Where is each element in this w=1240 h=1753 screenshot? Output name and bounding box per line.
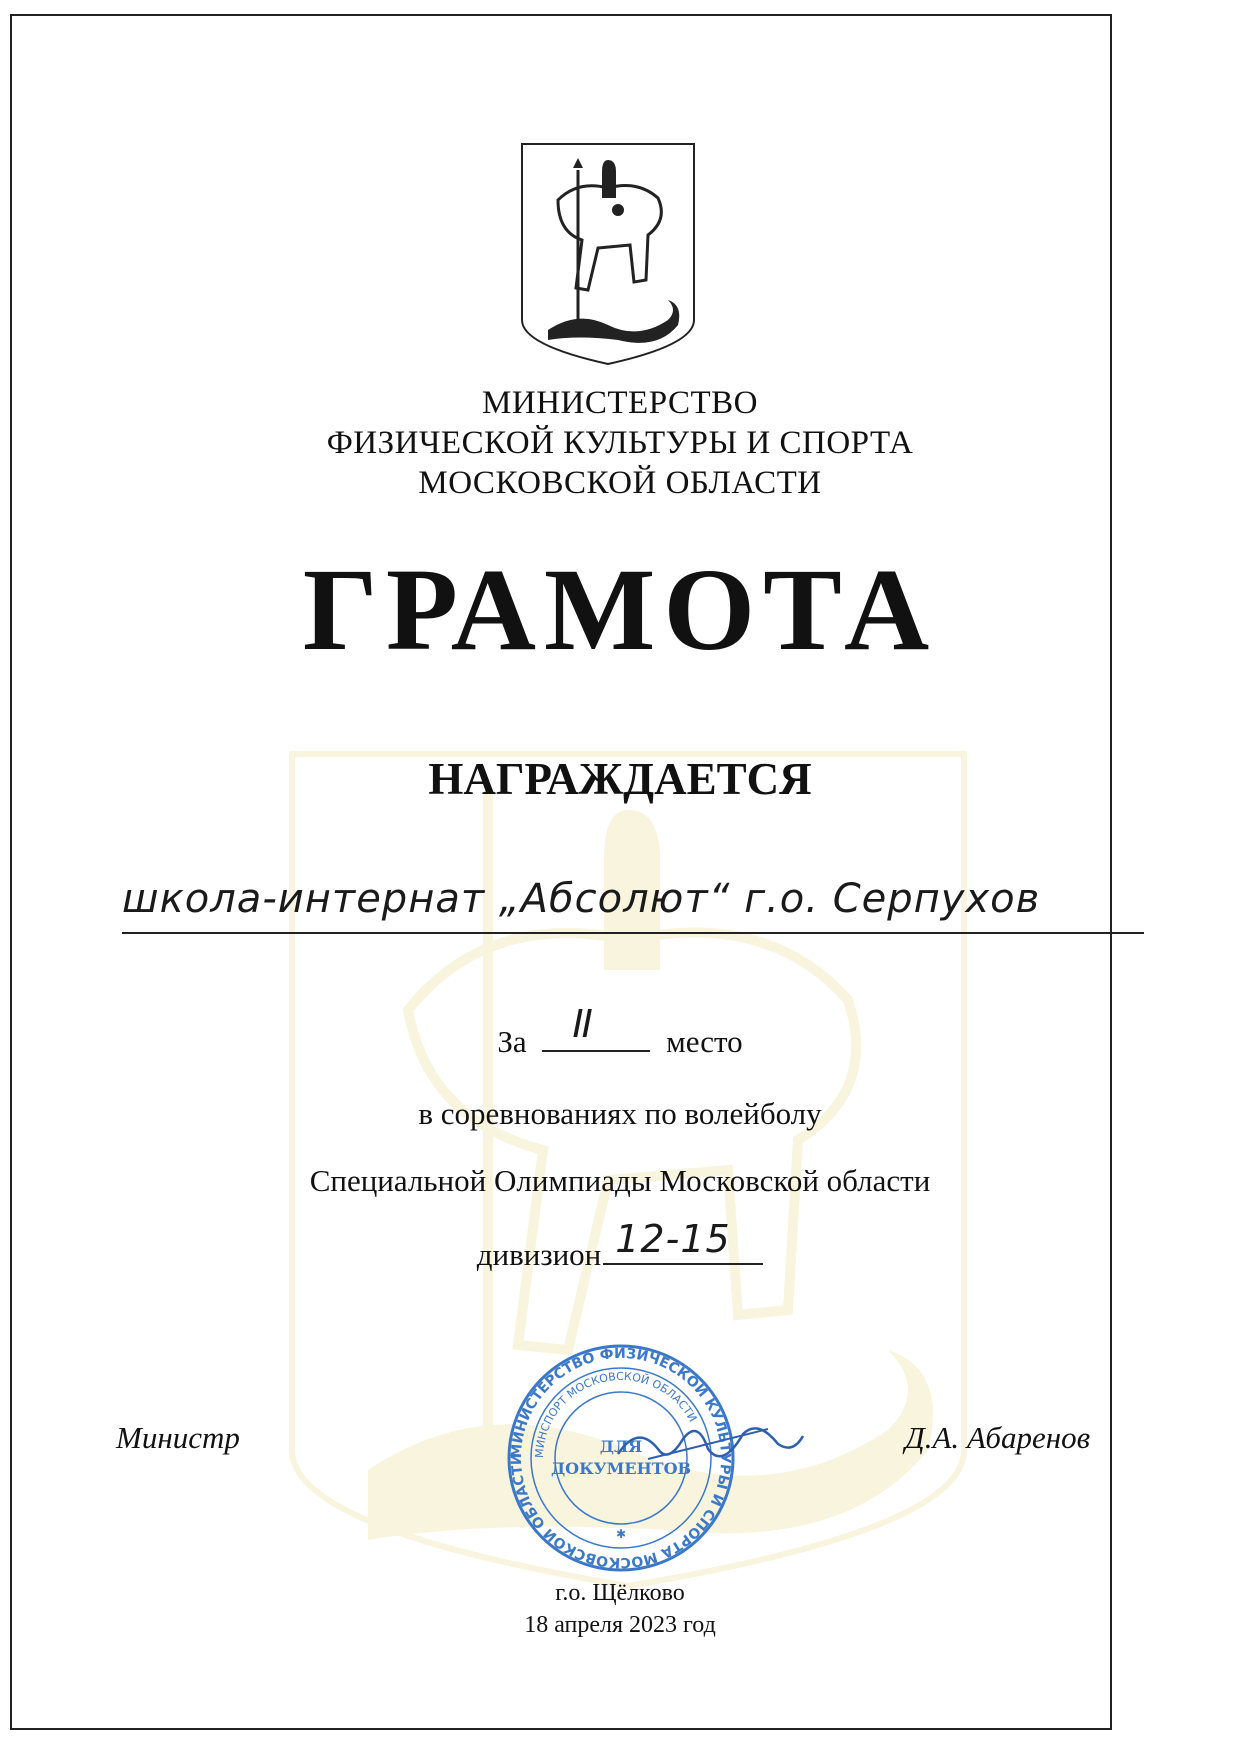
division-blank	[603, 1217, 763, 1265]
coat-of-arms-emblem	[518, 140, 698, 368]
place-suffix: место	[666, 1024, 743, 1059]
olympiad-text: Специальной Олимпиады Московской области	[309, 1163, 931, 1198]
division-value-handwritten: 12-15	[615, 1217, 731, 1261]
stamp-outer-text: МИНИСТЕРСТВО ФИЗИЧЕСКОЙ КУЛЬТУРЫ И СПОРТА МОСКОВСКОЙ ОБЛАСТИ	[508, 1345, 734, 1571]
recipient-handwritten: школа-интернат „Абсолют“ г.о. Серпухов	[122, 876, 1041, 922]
stamp-center-line-2: ДОКУМЕНТОВ	[550, 1459, 692, 1478]
ministry-name	[0, 383, 1240, 503]
stamp-center-line-1: ДЛЯ	[599, 1437, 643, 1456]
competition-text: в соревнованиях по волейболу	[418, 1096, 822, 1131]
signatory-name: Д.А. Абаренов	[905, 1420, 1091, 1455]
signatory-title: Министр	[116, 1420, 240, 1455]
division-row	[0, 1217, 1240, 1275]
recipient-underline	[122, 932, 1144, 934]
signature-scribble	[608, 1414, 808, 1474]
ministry-line-3: МОСКОВСКОЙ ОБЛАСТИ	[418, 465, 822, 501]
certificate-title: ГРАМОТА	[302, 544, 938, 675]
issue-date: 18 апреля 2023 год	[524, 1612, 716, 1638]
place-row	[0, 1002, 1240, 1062]
place-blank	[542, 1002, 650, 1052]
place-prefix: За	[497, 1024, 527, 1059]
issue-city: г.о. Щёлково	[555, 1580, 685, 1606]
awarded-label: НАГРАЖДАЕТСЯ	[428, 754, 812, 804]
place-value-handwritten: II	[572, 1002, 591, 1046]
stamp-star-icon: ✱	[615, 1527, 627, 1541]
stamp-inner-text: МИНСПОРТ МОСКОВСКОЙ ОБЛАСТИ	[532, 1369, 700, 1459]
ministry-line-2: ФИЗИЧЕСКОЙ КУЛЬТУРЫ И СПОРТА	[326, 425, 914, 461]
ministry-line-1: МИНИСТЕРСТВО	[482, 385, 758, 421]
division-label: дивизион	[476, 1237, 602, 1272]
